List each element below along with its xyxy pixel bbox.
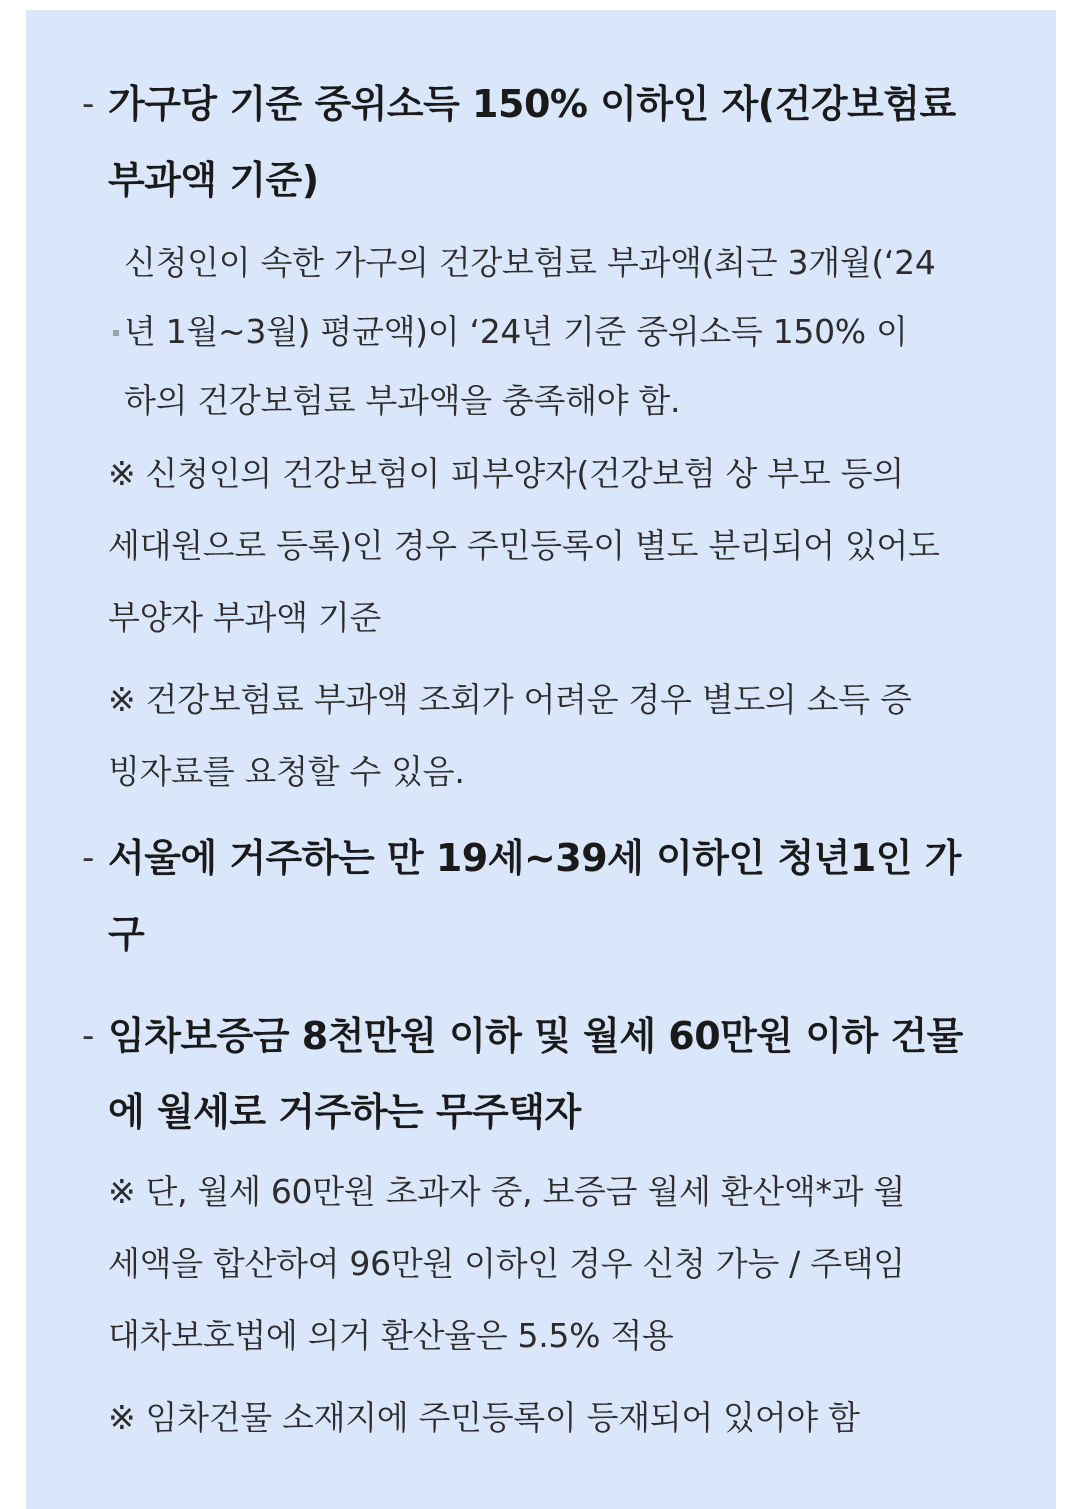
dash-marker: -	[82, 1016, 95, 1056]
dash-marker: -	[82, 838, 95, 878]
note-dependent: ※ 신청인의 건강보험이 피부양자(건강보험 상 부모 등의 세대원으로 등록)인 경우 주민등록이 별도 분리되어 있어도 부양자 부과액 기준	[108, 454, 940, 637]
note-rent-conversion: ※ 단, 월세 60만원 초과자 중, 보증금 월세 환산액*과 월 세액을 합산하여 96만원 이하인 경우 신청 가능 / 주택임 대차보호법에 의거 환산율은 5.5% 적용	[108, 1172, 906, 1355]
criteria-heading: 가구당 기준 중위소득 150% 이하인 자(건강보험료 부과액 기준)	[108, 82, 956, 202]
criteria-heading: 임차보증금 8천만원 이하 및 월세 60만원 이하 건물 에 월세로 거주하는 무주택자	[108, 1014, 963, 1134]
note-income-proof: ※ 건강보험료 부과액 조회가 어려운 경우 별도의 소득 증 빙자료를 요청할 수 있음.	[108, 680, 912, 791]
note-registration: ※ 임차건물 소재지에 주민등록이 등재되어 있어야 함	[108, 1398, 860, 1437]
bullet-dot	[113, 330, 119, 336]
criteria-heading: 서울에 거주하는 만 19세~39세 이하인 청년1인 가 구	[108, 836, 961, 956]
dash-marker: -	[82, 84, 95, 124]
criteria-description: 신청인이 속한 가구의 건강보험료 부과액(최근 3개월(‘24 년 1월~3월) 평균액)이 ‘24년 기준 중위소득 150% 이 하의 건강보험료 부과액을 충족해야 함.	[124, 243, 936, 420]
